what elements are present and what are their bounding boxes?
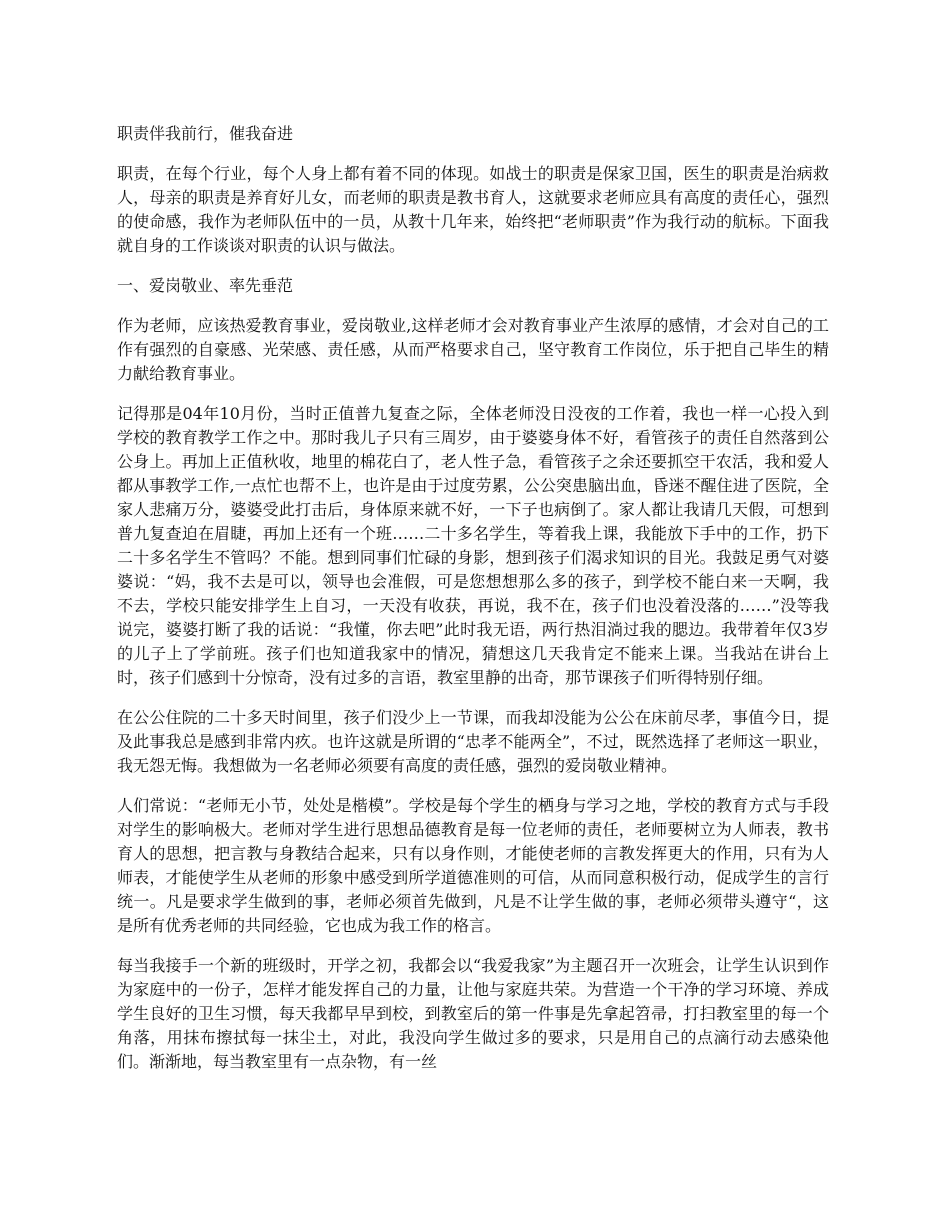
paragraph-dedication: 作为老师，应该热爱教育事业，爱岗敬业,这样老师才会对教育事业产生浓厚的感情，才会对自己的工作有强烈的自豪感、光荣感、责任感，从而严格要求自己，坚守教育工作岗位，乐于把自己毕生的精力献给教育事业。 [117, 316, 829, 383]
paragraph-intro: 职责，在每个行业，每个人身上都有着不同的体现。如战士的职责是保家卫国，医生的职责是治病救人，母亲的职责是养育好儿女，而老师的职责是教书育人，这就要求老师应具有高度的责任心，强烈的使命感，我作为老师队伍中的一员，从教十几年来，始终把“老师职责”作为我行动的航标。下面我就自身的工作谈谈对职责的认识与做法。 [117, 164, 829, 255]
paragraph-story: 记得那是04年10月份，当时正值普九复查之际，全体老师没日没夜的工作着，我也一样一心投入到学校的教育教学工作之中。那时我儿子只有三周岁，由于婆婆身体不好，看管孩子的责任自然落到公公身上。再加上正值秋收，地里的棉花白了，老人性子急，看管孩子之余还要抓空干农活，我和爱人都从事教学工作,一点忙也帮不上，也许是由于过度劳累，公公突患脑出血，昏迷不醒住进了医院，全家人悲痛万分，婆婆受此打击后，身体原来就不好，一下子也病倒了。家人都让我请几天假，可想到普九复查迫在眉睫，再加上还有一个班……二十多名学生，等着我上课，我能放下手中的工作，扔下二十多名学生不管吗？不能。想到同事们忙碌的身影，想到孩子们渴求知识的目光。我鼓足勇气对婆婆说：“妈，我不去是可以，领导也会准假，可是您想想那么多的孩子，到学校不能白来一天啊，我不去，学校只能安排学生上自习，一天没有收获，再说，我不在，孩子们也没着没落的……”没等我说完，婆婆打断了我的话说：“我懂，你去吧”此时我无语，两行热泪淌过我的腮边。我带着年仅3岁的儿子上了学前班。孩子们也知道我家中的情况，猜想这几天我肯定不能来上课。当我站在讲台上时，孩子们感到十分惊奇，没有过多的言语，教室里静的出奇，那节课孩子们听得特别仔细。 [117, 404, 829, 687]
document-title: 职责伴我前行，催我奋进 [117, 124, 294, 143]
paragraph-role-model: 人们常说：“老师无小节，处处是楷模”。学校是每个学生的栖身与学习之地，学校的教育方式与手段对学生的影响极大。老师对学生进行思想品德教育是每一位老师的责任，老师要树立为人师表，教书育人的思想，把言教与身教结合起来，只有以身作则，才能使老师的言教发挥更大的作用，只有为人师表，才能使学生从老师的形象中感受到所学道德准则的可信，从而同意积极行动，促成学生的言行统一。凡是要求学生做到的事，老师必须首先做到，凡是不让学生做的事，老师必须带头遵守“，这是所有优秀老师的共同经验，它也成为我工作的格言。 [117, 796, 829, 935]
paragraph-hospital: 在公公住院的二十多天时间里，孩子们没少上一节课，而我却没能为公公在床前尽孝，事值今日，提及此事我总是感到非常内疚。也许这就是所谓的“忠孝不能两全”，不过，既然选择了老师这一职业，我无怨无悔。我想做为一名老师必须要有高度的责任感，强烈的爱岗敬业精神。 [117, 708, 829, 775]
document-page [117, 122, 829, 1090]
section-heading-1: 一、爱岗敬业、率先垂范 [117, 276, 294, 295]
paragraph-new-class: 每当我接手一个新的班级时，开学之初，我都会以“我爱我家”为主题召开一次班会，让学生认识到作为家庭中的一份子，怎样才能发挥自己的力量，让他与家庭共荣。为营造一个干净的学习环境、养成学生良好的卫生习惯，每天我都早早到校，到教室后的第一件事是先拿起笤帚，打扫教室里的每一个角落，用抹布擦拭每一抹尘土，对此，我没向学生做过多的要求，只是用自己的点滴行动去感染他们。渐渐地，每当教室里有一点杂物，有一丝 [117, 956, 829, 1071]
